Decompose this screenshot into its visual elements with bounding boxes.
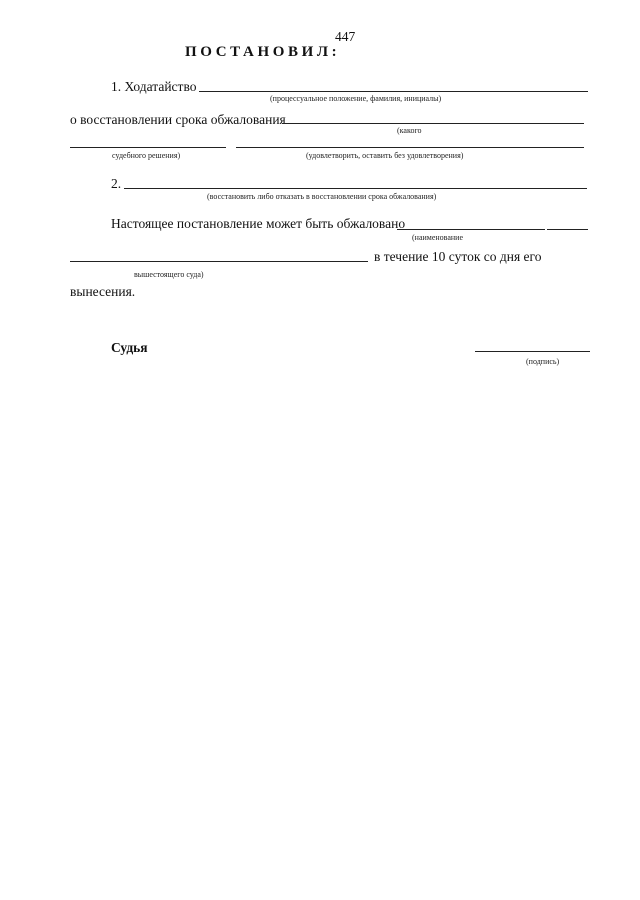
appeal-court-blank-line-2 — [547, 229, 588, 230]
restoration-label: о восстановлении срока обжалования — [70, 112, 286, 127]
ending-text: вынесения. — [70, 284, 136, 299]
court-decision-caption: судебного решения) — [112, 151, 181, 160]
which-decision-caption: (какого — [397, 126, 422, 135]
appeal-court-blank-line-1 — [397, 229, 545, 230]
document-title: ПОСТАНОВИЛ: — [185, 44, 341, 60]
court-decision-blank-line — [70, 147, 226, 148]
page-number: 447 — [335, 29, 356, 44]
petition-label: 1. Ходатайство — [111, 79, 197, 94]
decision-blank-line — [236, 147, 584, 148]
higher-court-blank-line — [70, 261, 368, 262]
judge-label: Судья — [111, 340, 148, 355]
decision-caption: (удовлетворить, оставить без удовлетворения) — [306, 151, 464, 160]
item2-blank-line — [124, 188, 587, 189]
appeal-text: Настоящее постановление может быть обжаловано — [111, 216, 406, 231]
item2-label: 2. — [111, 176, 122, 191]
court-name-caption: (наименование — [412, 233, 464, 242]
petition-position-caption: (процессуальное положение, фамилия, инициалы) — [270, 94, 442, 103]
signature-caption: (подпись) — [526, 357, 560, 366]
higher-court-caption: вышестоящего суда) — [134, 270, 204, 279]
signature-line — [475, 351, 590, 352]
term-text: в течение 10 суток со дня его — [374, 249, 542, 264]
petition-blank-line — [199, 91, 588, 92]
item2-caption: (восстановить либо отказать в восстановлении срока обжалования) — [207, 192, 437, 201]
restoration-blank-line — [282, 123, 584, 124]
